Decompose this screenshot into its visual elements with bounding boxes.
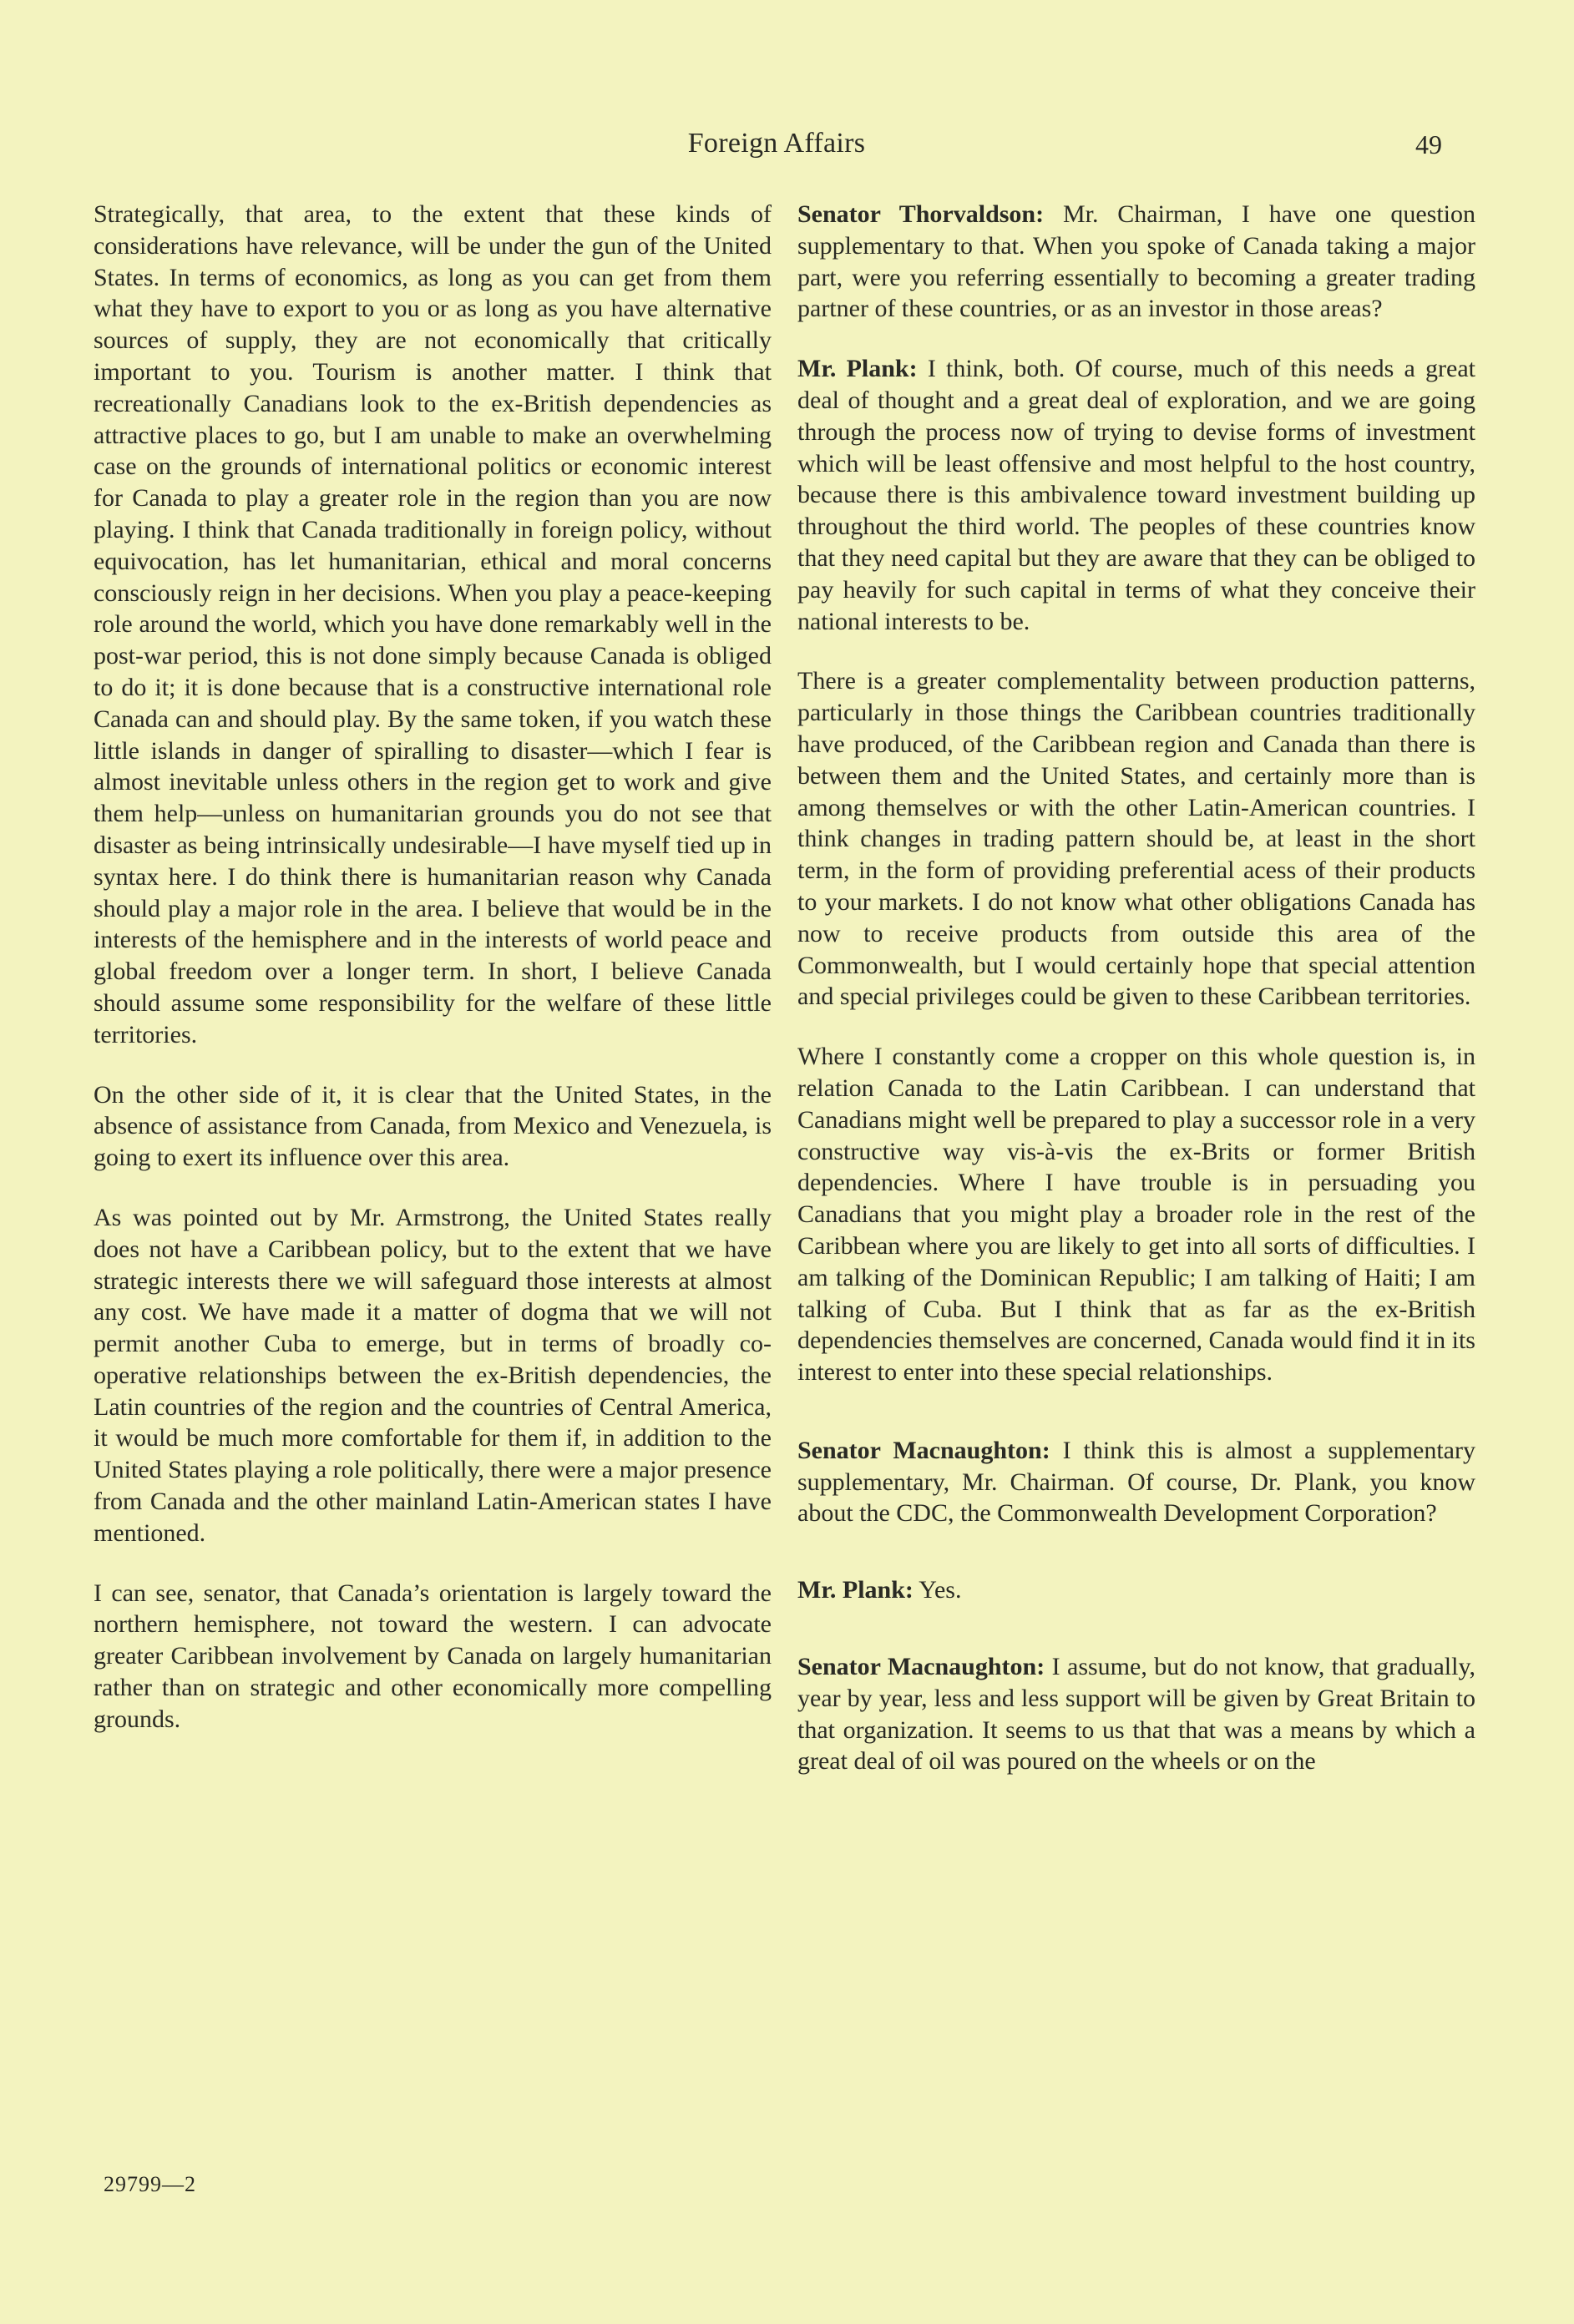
signature-code: 29799—2 (104, 2172, 196, 2196)
paragraph: There is a greater complementality between production patterns, particularly in those things the Caribbean countries traditionally have produced, of the Caribbean region and Canada than there is between them and the United States, and certainly more than is among themselves or with the other Latin-American countries. I think changes in trading pattern should be, at least in the short term, in the form of providing preferential acess of their products to your markets. I do not know what other obligations Canada has now to receive products from outside this area of the Commonwealth, but I would certainly hope that special attention and special privileges could be given to these Caribbean territories. (797, 667, 1475, 1011)
left-column (94, 199, 772, 1764)
paragraph: I can see, senator, that Canada’s orientation is largely toward the northern hemisphere, not toward the western. I can advocate greater Caribbean involvement by Canada on largely humanitarian rather than on strategic and other economically more compelling grounds. (94, 1579, 772, 1733)
paragraph: As was pointed out by Mr. Armstrong, the United States really does not have a Caribbean policy, but to the extent that we have strategic interests there we will safeguard those interests at almost any cost. We have made it a matter of dogma that we will not permit another Cuba to emerge, but in terms of broadly co-operative relationships between the ex-British dependencies, the Latin countries of the region and the countries of Central America, it would be much more comfortable for them if, in addition to the United States playing a role politically, there were a major presence from Canada and the other mainland Latin-American states I have mentioned. (94, 1203, 772, 1547)
paragraph (797, 1651, 1475, 1777)
speaker-name: Mr. Plank: (797, 1576, 914, 1604)
paragraph (797, 1574, 1475, 1606)
page-number: 49 (1415, 129, 1442, 159)
paragraph: On the other side of it, it is clear that the United States, in the absence of assistance from Canada, from Mexico and Venezuela, is going to exert its influence over this area. (94, 1080, 772, 1172)
paragraph: Where I constantly come a cropper on this whole question is, in relation Canada to the Latin Caribbean. I can understand that Canadians might well be prepared to play a successor role in a very constructive way vis-à-vis the ex-Brits or former British dependencies. Where I have trouble is in persuading you Canadians that you might play a broader role in the rest of the Caribbean where you are likely to get into all sorts of difficulties. I am talking of the Dominican Republic; I am talking of Haiti; I am talking of Cuba. But I think that as far as the ex-British dependencies themselves are concerned, Canada would find it in its interest to enter into these special relationships. (797, 1043, 1475, 1387)
paragraph (797, 199, 1475, 325)
speaker-name: Senator Macnaughton: (797, 1436, 1050, 1464)
speech-text: I think this is almost a supplementary supplementary, Mr. Chairman. Of course, Dr. Plank, you know about the CDC, the Commonwealth Development Corporation? (797, 1436, 1475, 1528)
paragraph: Strategically, that area, to the extent that these kinds of considerations have relevance, will be under the gun of the United States. In terms of economics, as long as you can get from them what they have to export to you or as long as you have alternative sources of supply, they are not economically that critically important to you. Tourism is another matter. I think that recreationally Canadians look to the ex-British dependencies as attractive places to go, but I am unable to make an overwhelming case on the grounds of international politics or economic interest for Canada to play a greater role in the region than you are now playing. I think that Canada traditionally in foreign policy, without equivocation, has let humanitarian, ethical and moral concerns consciously reign in her decisions. When you play a peace-keeping role around the world, which you have done remarkably well in the post-war period, this is not done simply because Canada is obliged to do it; it is done because that is a constructive international role Canada can and should play. By the same token, if you watch these little islands in danger of spiralling to disaster—which I fear is almost inevitable unless others in the region get to work and give them help—unless on humanitarian grounds you do not see that disaster as being intrinsically undesirable—I have myself tied up in syntax here. I do think there is humanitarian reason why Canada should play a major role in the area. I believe that would be in the interests of the hemisphere and in the interests of world peace and global freedom over a longer term. In short, I believe Canada should assume some responsibility for the welfare of these little territories. (94, 200, 772, 1048)
paragraph (797, 1435, 1475, 1529)
speech-text: I assume, but do not know, that gradually, year by year, less and less support will be given by Great Britain to that organization. It seems to us that that was a means by which a great deal of oil was poured on the wheels or on the (797, 1653, 1475, 1776)
speaker-name: Mr. Plank: (797, 355, 918, 383)
speech-text: I think, both. Of course, much of this needs a great deal of thought and a great deal of exploration, and we are going through the process now of trying to devise forms of investment which will be least offensive and most helpful to the host country, because there is this ambivalence toward investment building up throughout the third world. The peoples of these countries know that they need capital but they are aware that they can be obliged to pay heavily for such capital in terms of what they conceive their national interests to be. (797, 355, 1475, 635)
paragraph (797, 353, 1475, 637)
speaker-name: Senator Thorvaldson: (797, 200, 1045, 228)
right-column (797, 199, 1475, 1806)
speech-text: Mr. Chairman, I have one question supplementary to that. When you spoke of Canada taking a major part, were you referring essentially to becoming a greater trading partner of these countries, or as an investor in those areas? (797, 200, 1475, 323)
speech-text: Yes. (913, 1576, 962, 1604)
speaker-name: Senator Macnaughton: (797, 1653, 1045, 1681)
running-header: Foreign Affairs (687, 128, 866, 159)
